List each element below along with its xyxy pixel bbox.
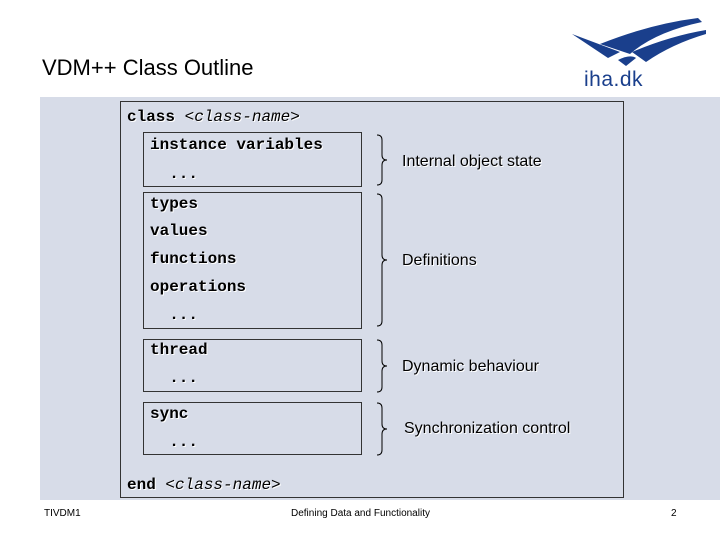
brace-icon (375, 193, 389, 327)
code-line: ... (150, 369, 199, 387)
code-line: types (150, 195, 199, 213)
annotation-label: Synchronization control (404, 420, 571, 437)
code-line: ... (150, 165, 199, 183)
class-name-placeholder: <class-name> (184, 108, 300, 126)
class-keyword: class (127, 108, 176, 126)
footer-topic: Defining Data and Functionality (291, 508, 430, 519)
code-line: ... (150, 433, 199, 451)
code-line: values (150, 222, 208, 240)
brace-icon (375, 134, 389, 186)
brace-icon (375, 402, 389, 456)
end-name-placeholder: <class-name> (165, 476, 281, 494)
class-header (127, 108, 300, 126)
annotation-label: Internal object state (402, 153, 542, 170)
code-line: ... (150, 306, 199, 324)
code-line: functions (150, 250, 237, 268)
annotation-label: Dynamic behaviour (402, 358, 539, 375)
logo-text: iha.dk (584, 68, 644, 91)
iha-logo (560, 14, 710, 94)
code-line: sync (150, 405, 189, 423)
class-footer (127, 476, 281, 494)
footer-course: TIVDM1 (44, 508, 81, 519)
logo-swoosh-icon (560, 14, 710, 74)
code-line: operations (150, 278, 247, 296)
slide-title: VDM++ Class Outline (42, 55, 254, 80)
page-number: 2 (671, 508, 677, 519)
end-keyword: end (127, 476, 156, 494)
code-line: instance variables (150, 136, 323, 154)
brace-icon (375, 339, 389, 393)
annotation-label: Definitions (402, 252, 477, 269)
code-line: thread (150, 341, 208, 359)
